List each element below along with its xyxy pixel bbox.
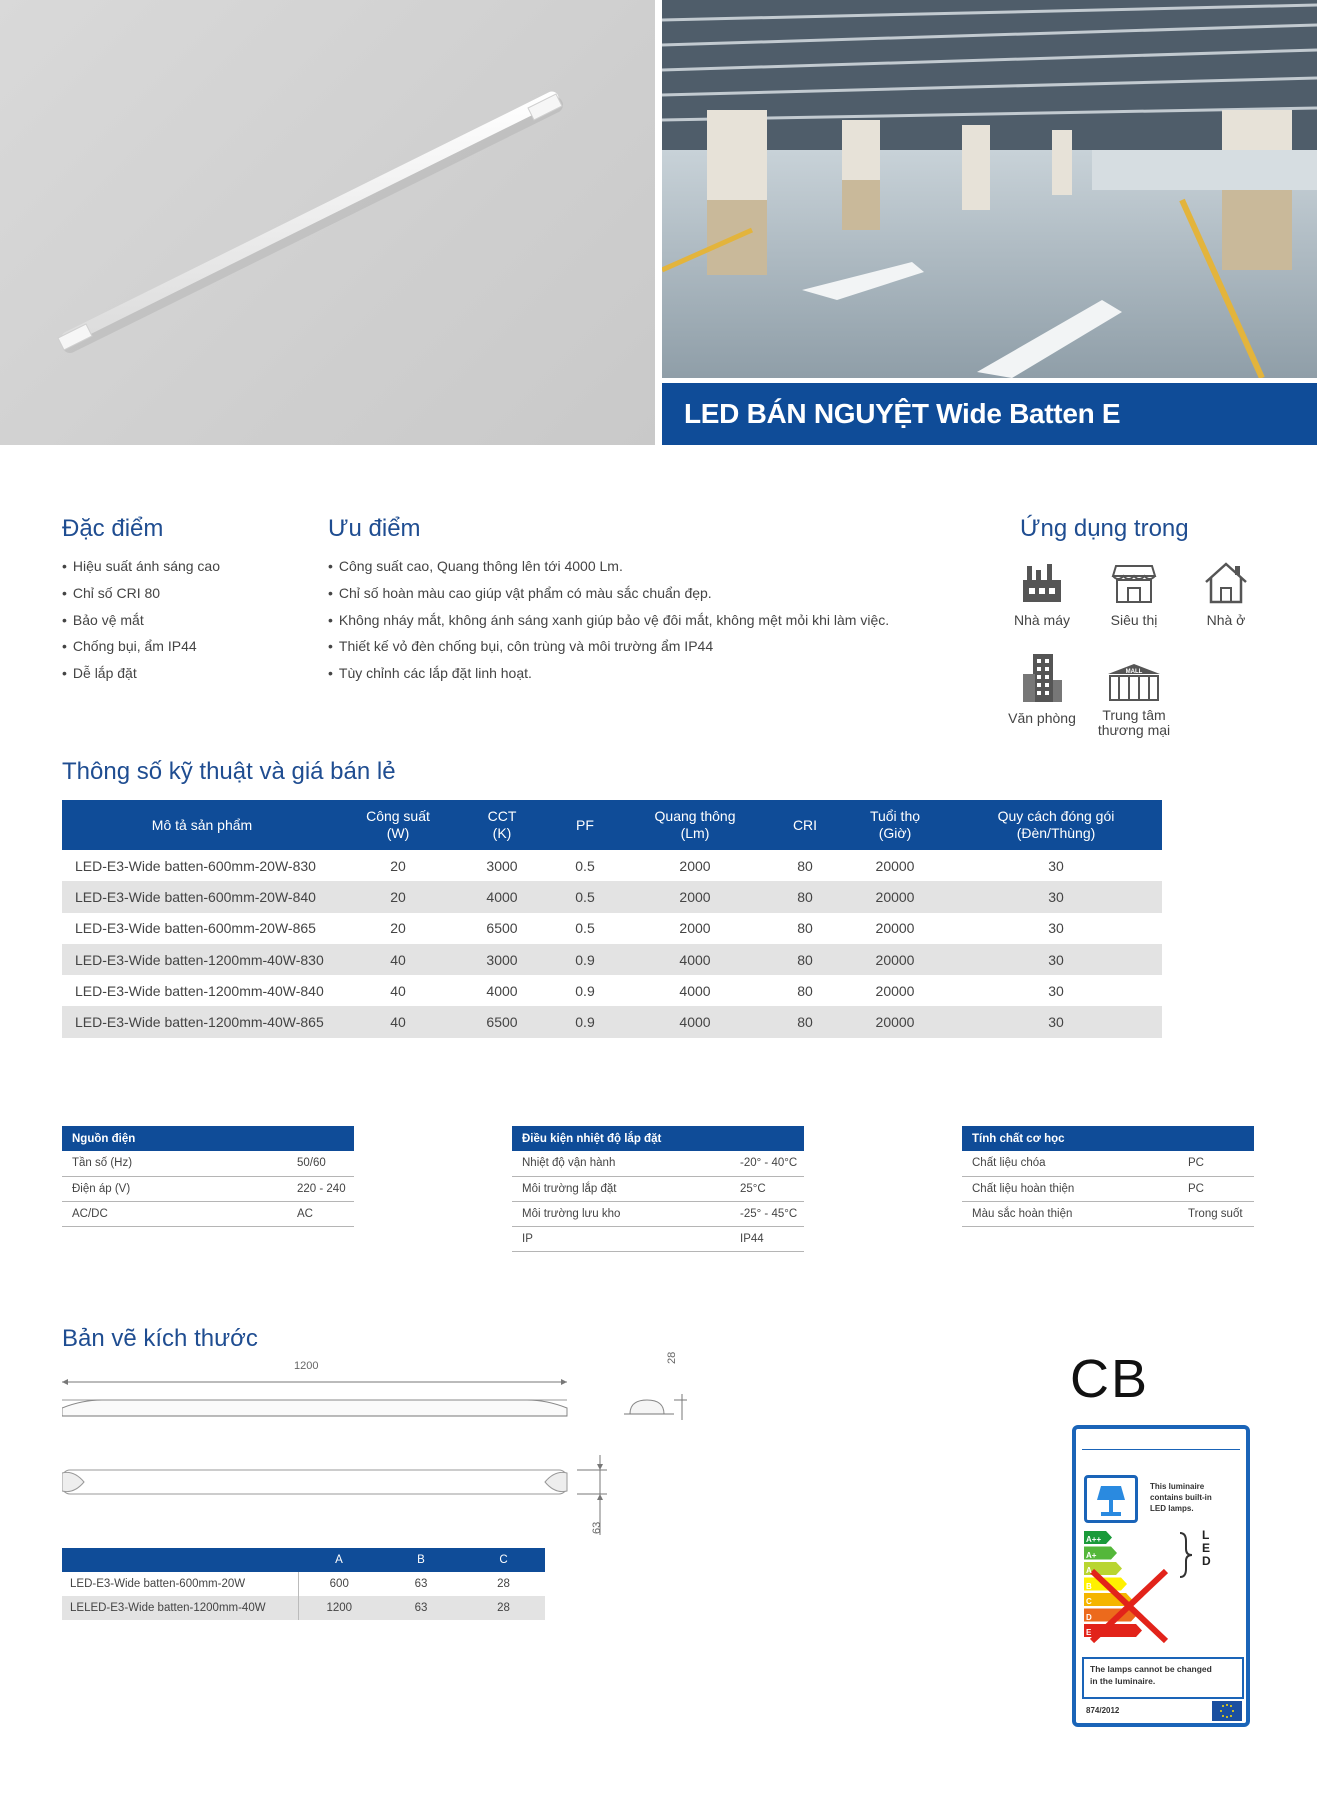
column-header: CRI (770, 800, 840, 850)
power-table (62, 1126, 354, 1227)
table-cell: -25° - 45°C (730, 1201, 804, 1226)
table-cell: Tần số (Hz) (62, 1151, 287, 1176)
house-icon (1203, 560, 1249, 606)
table-cell: 63 (380, 1596, 462, 1620)
table-cell: 25°C (730, 1176, 804, 1201)
application-label: Nhà ở (1206, 612, 1246, 628)
table-cell: 0.9 (575, 982, 595, 999)
table-row (62, 1596, 545, 1620)
mall-icon-text: MALL (1125, 669, 1143, 675)
table-row (512, 1226, 804, 1251)
table-cell: 4000 (486, 982, 518, 999)
table-cell: 28 (497, 1578, 510, 1590)
mechanical-table (962, 1126, 1254, 1227)
column-header: Tuổi thọ (Giờ) (840, 800, 950, 850)
table-cell: 20000 (840, 944, 950, 975)
table-row (62, 1201, 354, 1226)
table-cell: Chất liệu chóa (962, 1151, 1178, 1176)
list-item: • Thiết kế vỏ đèn chống bụi, côn trùng và môi trường ẩm IP44 (328, 633, 889, 660)
height-label: 28 (666, 1351, 678, 1364)
table-cell: 20 (390, 920, 406, 937)
column-header: Công suất (W) (342, 800, 454, 850)
table-cell: 6500 (454, 1006, 550, 1037)
table-cell: 4000 (620, 1006, 770, 1037)
table-cell: 1200 (298, 1596, 380, 1620)
energy-note: The lamps cannot be changed in the luminaire. (1082, 1657, 1244, 1699)
temperature-table (512, 1126, 804, 1252)
table-row (62, 913, 1162, 944)
table-cell: 0.5 (550, 881, 620, 912)
dimension-table (62, 1548, 545, 1620)
list-item: • Tùy chỉnh các lắp đặt linh hoạt. (328, 660, 889, 687)
office-building-icon (1019, 652, 1065, 704)
table-cell: 20 (342, 881, 454, 912)
table-cell: 20 (390, 857, 406, 874)
application-factory (1000, 560, 1084, 628)
spec-heading: Thông số kỹ thuật và giá bán lẻ (62, 758, 396, 785)
application-label: Siêu thị (1110, 612, 1158, 628)
factory-icon (1019, 560, 1065, 606)
table-cell: AC (287, 1201, 354, 1226)
column-header: Quy cách đóng gói (Đèn/Thùng) (950, 800, 1162, 850)
applications-heading: Ứng dụng trong (1020, 515, 1189, 542)
dimension-drawing (62, 1351, 702, 1550)
table-cell: 30 (950, 944, 1162, 975)
column-header: PF (550, 800, 620, 850)
width-label: 63 (591, 1521, 603, 1534)
table-row (62, 944, 1162, 975)
table-row (512, 1176, 804, 1201)
application-office (1000, 652, 1084, 726)
table-row (62, 975, 1162, 1006)
table-cell: 20000 (875, 857, 915, 874)
table-cell: -20° - 40°C (730, 1151, 804, 1176)
table-cell: Chất liệu hoàn thiện (962, 1176, 1178, 1201)
table-cell: 40 (342, 944, 454, 975)
table-cell: PC (1178, 1176, 1254, 1201)
table-cell: 80 (797, 982, 813, 999)
table-cell: 0.9 (550, 944, 620, 975)
table-cell: LED-E3-Wide batten-600mm-20W-865 (75, 920, 316, 937)
table-cell: 4000 (454, 881, 550, 912)
table-header-row (62, 800, 1162, 850)
table-cell: 40 (342, 1006, 454, 1037)
energy-class-labels: A++ A+ A B C D E (1086, 1535, 1102, 1637)
table-row (62, 1572, 545, 1596)
application-label: Văn phòng (1008, 710, 1076, 726)
features-heading: Đặc điểm (62, 515, 164, 542)
table-cell: AC/DC (62, 1201, 287, 1226)
application-label: thương mại (1097, 722, 1171, 738)
energy-class-bars (1084, 1528, 1234, 1651)
table-cell: 30 (1048, 920, 1064, 937)
features-list (62, 553, 220, 687)
table-cell: 40 (390, 982, 406, 999)
table-row (962, 1176, 1254, 1201)
table-row (62, 1151, 354, 1176)
table-cell: LED-E3-Wide batten-600mm-20W (62, 1572, 298, 1596)
table-cell: LED-E3-Wide batten-1200mm-40W-830 (62, 944, 342, 975)
advantages-heading: Ưu điểm (328, 515, 421, 542)
table-cell: 220 - 240 (287, 1176, 354, 1201)
table-cell: PC (1178, 1151, 1254, 1176)
drawing-lines (62, 1360, 702, 1550)
spec-table (62, 800, 1162, 1038)
table-cell: 3000 (454, 944, 550, 975)
column-header: Quang thông (Lm) (620, 800, 770, 850)
table-cell: 80 (797, 857, 813, 874)
lamp-icon (1087, 1478, 1135, 1520)
table-cell: 63 (414, 1578, 428, 1590)
led-letters: L E D (1202, 1528, 1211, 1568)
table-cell: 600 (329, 1578, 349, 1590)
energy-info-text: This luminaire contains built-in LED lamps. (1150, 1482, 1212, 1513)
list-item: • Chỉ số hoàn màu cao giúp vật phẩm có màu sắc chuẩn đẹp. (328, 580, 889, 607)
table-row (962, 1201, 1254, 1226)
table-cell: 2000 (620, 881, 770, 912)
table-cell: 80 (770, 944, 840, 975)
column-header: C (462, 1548, 545, 1572)
list-item: • Không nháy mắt, không ánh sáng xanh giúp bảo vệ đôi mắt, không mệt mỏi khi làm việc. (328, 607, 889, 634)
table-cell: 30 (950, 881, 1162, 912)
table-cell: 20000 (840, 881, 950, 912)
table-header: Tính chất cơ học (962, 1126, 1254, 1151)
application-mall (1088, 662, 1180, 738)
mall-icon (1105, 662, 1163, 702)
table-cell: Điện áp (V) (62, 1176, 287, 1201)
table-cell: 28 (462, 1596, 545, 1620)
product-title: LED BÁN NGUYỆT Wide Batten E (684, 398, 1121, 429)
table-cell: 6500 (486, 920, 518, 937)
title-bar (662, 383, 1317, 445)
table-row (62, 1006, 1162, 1037)
table-cell: Màu sắc hoàn thiện (962, 1201, 1178, 1226)
cb-certification-mark: CB (1070, 1349, 1150, 1409)
eu-stars-icon (1212, 1701, 1242, 1721)
table-cell: 30 (1048, 857, 1064, 874)
table-cell: 80 (770, 881, 840, 912)
regulation-number: 874/2012 (1086, 1706, 1120, 1715)
table-cell: 4000 (679, 982, 711, 999)
list-item: • Dễ lắp đặt (62, 660, 220, 687)
table-cell: 3000 (486, 857, 518, 874)
table-cell: LELED-E3-Wide batten-1200mm-40W (62, 1596, 298, 1620)
table-cell: 20000 (840, 1006, 950, 1037)
table-row (962, 1151, 1254, 1176)
list-item: • Bảo vệ mắt (62, 607, 220, 634)
energy-label (1072, 1425, 1250, 1727)
table-cell: 20000 (875, 982, 915, 999)
table-cell: 2000 (679, 920, 711, 937)
store-icon (1111, 560, 1157, 606)
table-cell: IP (512, 1226, 730, 1251)
table-cell: 30 (950, 1006, 1162, 1037)
table-cell: 80 (770, 1006, 840, 1037)
table-cell: LED-E3-Wide batten-1200mm-40W-865 (62, 1006, 342, 1037)
drawing-heading: Bản vẽ kích thước (62, 1325, 258, 1352)
garage-scene-image (662, 0, 1317, 378)
table-cell: LED-E3-Wide batten-600mm-20W-840 (62, 881, 342, 912)
table-cell: 80 (797, 920, 813, 937)
parking-garage-photo (662, 0, 1317, 378)
eu-flag-icon (1212, 1701, 1242, 1721)
table-cell: 30 (1048, 982, 1064, 999)
column-header (62, 1548, 298, 1572)
table-row (62, 881, 1162, 912)
lamp-icon-box (1084, 1475, 1138, 1523)
table-cell: 0.9 (550, 1006, 620, 1037)
table-row (62, 1176, 354, 1201)
column-header: CCT (K) (454, 800, 550, 850)
table-header: Điều kiện nhiệt độ lắp đặt (512, 1126, 804, 1151)
column-header: B (380, 1548, 462, 1572)
list-item: • Chống bụi, ẩm IP44 (62, 633, 220, 660)
table-cell: Trong suốt (1178, 1201, 1254, 1226)
product-photo (0, 0, 655, 445)
table-row (512, 1201, 804, 1226)
table-cell: 2000 (679, 857, 711, 874)
table-header: Nguồn điện (62, 1126, 354, 1151)
table-cell: Môi trường lưu kho (512, 1201, 730, 1226)
table-cell: LED-E3-Wide batten-600mm-20W-830 (75, 857, 316, 874)
list-item: • Hiệu suất ánh sáng cao (62, 553, 220, 580)
table-cell: 0.5 (575, 857, 595, 874)
table-cell: 50/60 (287, 1151, 354, 1176)
list-item: • Chỉ số CRI 80 (62, 580, 220, 607)
application-label: Trung tâm (1102, 707, 1166, 723)
table-row (512, 1151, 804, 1176)
column-header: Mô tả sản phẩm (62, 800, 342, 850)
table-cell: Môi trường lắp đặt (512, 1176, 730, 1201)
table-cell: Nhiệt độ vận hành (512, 1151, 730, 1176)
table-cell: 4000 (620, 944, 770, 975)
list-item: • Công suất cao, Quang thông lên tới 4000 Lm. (328, 553, 889, 580)
advantages-list (328, 553, 889, 687)
batten-lamp-image (0, 0, 655, 445)
table-cell: 0.5 (575, 920, 595, 937)
application-house (1184, 560, 1268, 628)
application-label: Nhà máy (1013, 612, 1071, 628)
column-header: A (298, 1548, 380, 1572)
table-cell: 20000 (875, 920, 915, 937)
table-cell: IP44 (730, 1226, 804, 1251)
table-cell: LED-E3-Wide batten-1200mm-40W-840 (75, 982, 324, 999)
table-row (62, 850, 1162, 881)
application-store (1092, 560, 1176, 628)
length-label: 1200 (294, 1360, 319, 1372)
